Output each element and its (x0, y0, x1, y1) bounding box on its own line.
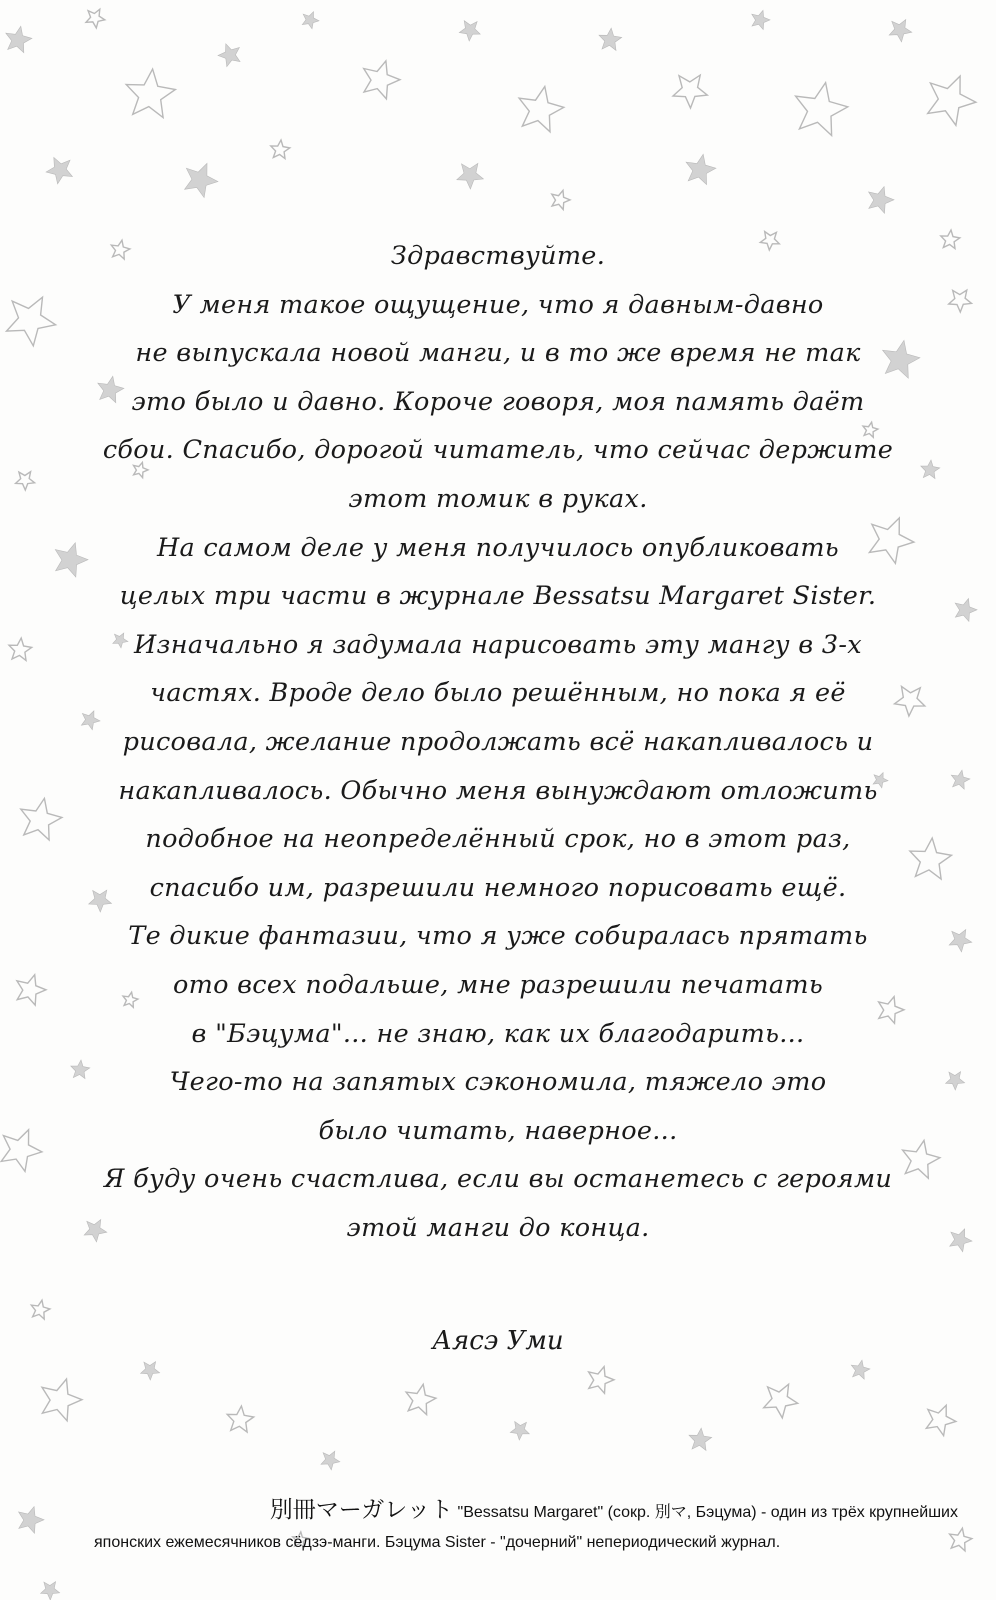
star-shape (271, 140, 290, 159)
footnote-japanese-title: 別冊マーガレット (269, 1496, 454, 1522)
letter-line: этот томик в руках. (348, 483, 648, 514)
star-shape (141, 1362, 160, 1380)
letter-line: Здравствуйте. (390, 241, 606, 271)
star-shape (46, 157, 72, 183)
footnote-line-1-text: "Bessatsu Margaret" (сокр. 別マ, Бэцума) - один из трёх крупнейших (453, 1504, 958, 1521)
letter-line: сбои. Спасибо, дорогой читатель, что сейчас держите (102, 435, 894, 466)
letter-line: спасибо им, разрешили немного порисовать ещё. (149, 872, 847, 903)
letter-line: Те дикие фантазии, что я уже собиралась прятать (128, 921, 868, 952)
star-shape (941, 230, 960, 249)
star-shape (1, 1130, 42, 1172)
star-shape (955, 599, 977, 622)
letter-line: На самом деле у меня получилось опубликовать (156, 532, 839, 563)
letter-line: ото всех подальше, мне разрешили печатать (172, 969, 824, 1000)
star-shape (599, 28, 622, 50)
translator-footnote (60, 1494, 960, 1558)
letter-line: рисовала, желание продолжать всё накапливалось и (122, 726, 874, 757)
star-shape (321, 1451, 340, 1470)
star-shape (950, 1229, 972, 1252)
letter-line: Изначально я задумала нарисовать эту мангу в 3-х (134, 629, 862, 660)
star-shape (686, 154, 716, 184)
letter-body (80, 232, 916, 1252)
star-shape (17, 975, 46, 1005)
star-shape (41, 1582, 60, 1600)
star-shape (673, 75, 707, 108)
star-shape (949, 930, 972, 952)
star-shape (949, 290, 972, 312)
star-shape (9, 638, 32, 660)
letter-line: целых три части в журнале Bessatsu Margaret Sister. (119, 581, 877, 612)
footnote-line-2: японских ежемесячников сёдзэ-манги. Бэцума Sister - "дочерний" непериодический журнал. (94, 1534, 781, 1551)
star-shape (302, 12, 319, 29)
author-signature: Аясэ Уми (432, 1326, 564, 1356)
star-shape (406, 1384, 436, 1414)
star-shape (910, 838, 952, 879)
star-shape (7, 297, 56, 346)
star-shape (126, 69, 175, 117)
letter-line: Я буду очень счастлива, если вы останетесь с героями (103, 1164, 893, 1195)
star-shape (928, 76, 976, 125)
star-shape (519, 87, 564, 132)
star-shape (552, 190, 570, 209)
star-shape (889, 20, 912, 42)
star-shape (19, 1507, 44, 1534)
footnote-line-1 (60, 1494, 960, 1528)
letter-line: частях. Вроде дело было решённым, но пока я её (150, 678, 846, 709)
star-shape (459, 21, 480, 41)
star-shape (457, 163, 484, 189)
star-shape (185, 163, 218, 197)
letter-line: не выпускала новой манги, и в то же время не так (135, 338, 861, 369)
star-shape (227, 1406, 254, 1432)
star-shape (689, 1428, 712, 1450)
star-shape (796, 83, 848, 136)
star-shape (31, 1300, 50, 1319)
star-shape (946, 1072, 965, 1090)
star-shape (86, 9, 105, 28)
star-shape (752, 10, 770, 29)
star-shape (921, 460, 940, 479)
star-shape (6, 26, 32, 52)
star-shape (764, 1384, 798, 1418)
star-shape (218, 44, 240, 67)
star-shape (926, 1405, 956, 1435)
letter-line: Чего-то на запятых сэкономила, тяжело это (169, 1067, 827, 1098)
letter-line: этой манги до конца. (346, 1212, 650, 1243)
star-shape (364, 61, 400, 99)
star-shape (21, 798, 62, 840)
letter-line: это было и давно. Короче говоря, моя память даёт (131, 386, 865, 417)
star-shape (510, 1422, 529, 1441)
star-shape (42, 1379, 82, 1421)
star-shape (951, 770, 970, 789)
letter-line: накапливалось. Обычно меня вынуждают отложить (118, 775, 878, 806)
letter-line: в "Бэцума"... не знаю, как их благодарить... (191, 1018, 805, 1049)
star-shape (16, 472, 35, 490)
star-shape (851, 1360, 870, 1379)
star-shape (589, 1367, 614, 1394)
star-shape (869, 187, 894, 214)
letter-line: У меня такое ощущение, что я давным-давно (172, 289, 824, 320)
letter-line: было читать, наверное... (318, 1115, 678, 1146)
letter-line: подобное на неопределённый срок, но в этот раз, (145, 824, 851, 855)
